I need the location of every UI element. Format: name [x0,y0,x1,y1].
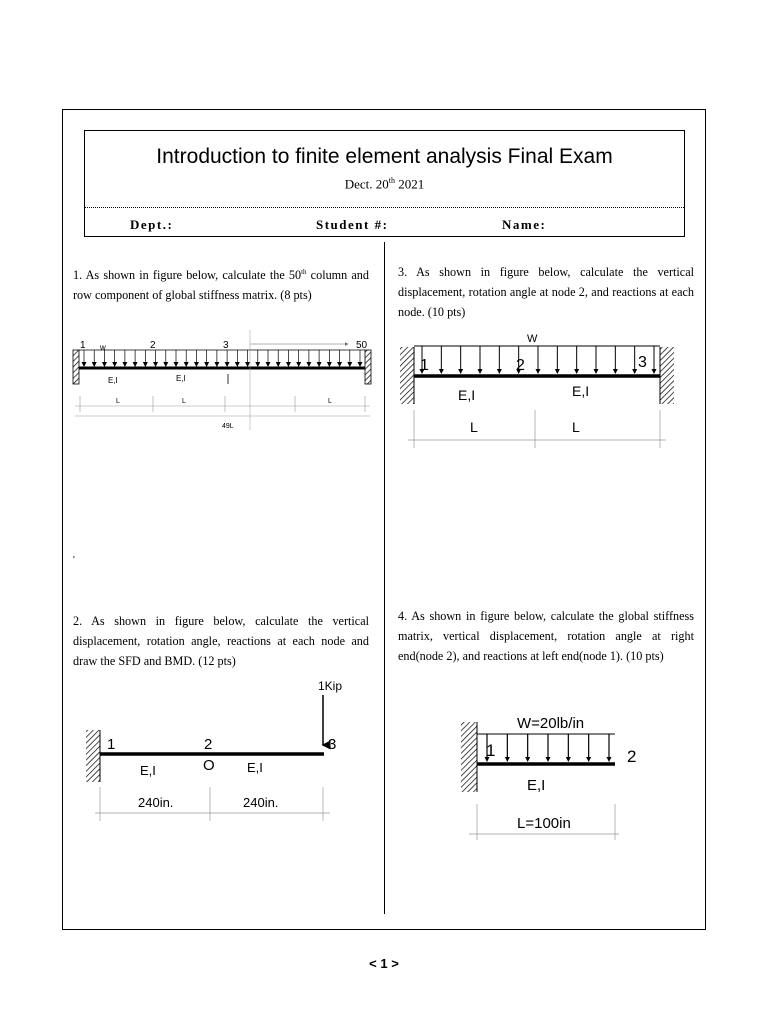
question-3-figure [396,330,688,452]
fixed-support [86,730,100,782]
load-arrowhead [143,362,148,367]
length-label-1: 240in. [138,795,174,810]
student-number-label: Student #: [316,217,389,232]
load-arrowhead [306,362,311,367]
node-3-label: 3 [638,354,647,371]
node-3-label: 3 [328,736,337,753]
load-arrows [420,346,657,374]
load-arrowhead [536,369,541,374]
question-2-figure [80,675,370,825]
load-arrowhead [276,362,281,367]
question-2-text: 2. As shown in figure below, calculate the vertical displacement, rotation angle, reactions at each node and draw the SFD and BMD. (12 pts) [73,614,369,668]
load-arrowhead [214,362,219,367]
load-arrowhead [296,362,301,367]
load-w-label: W=20lb/in [517,715,585,732]
length-label: L=100in [517,815,571,832]
node-3-label: 3 [223,340,229,351]
load-arrowhead [133,362,138,367]
exam-header [84,130,685,237]
node-2-label: 2 [204,736,213,753]
node-1-label: 1 [420,357,429,374]
load-arrowhead [225,362,230,367]
load-arrowhead [505,757,510,762]
load-arrowhead [245,362,250,367]
length-label-1: L [470,419,478,435]
load-arrowhead [607,757,612,762]
load-arrowhead [613,369,618,374]
length-label-2: L [572,419,580,435]
load-arrowhead [358,362,363,367]
column-divider [384,242,385,914]
load-arrowhead [327,362,332,367]
ei-label-2: E,I [176,374,186,383]
question-4-figure [455,708,655,843]
load-arrowhead [112,362,117,367]
load-arrowhead [266,362,271,367]
load-arrowhead [652,369,657,374]
fixed-support [461,722,477,792]
load-arrowhead [458,369,463,374]
load-arrows [485,734,612,762]
dotted-divider [85,207,684,208]
total-length-label: 49L [222,423,234,430]
question-1-figure [70,330,380,435]
length-label-2: L [182,398,186,405]
stray-mark: ' [73,555,75,566]
load-arrowhead [347,362,352,367]
load-arrowhead [174,362,179,367]
ei-label-2: E,I [247,760,263,775]
load-arrowhead [235,362,240,367]
load-arrowhead [286,362,291,367]
load-arrowhead [594,369,599,374]
ei-label-1: E,I [108,376,118,385]
length-label-1: L [116,398,120,405]
point-load-label: 1Kip [318,679,343,693]
node-1-label: 1 [486,741,496,760]
ei-label-1: E,I [140,763,156,778]
load-arrowhead [204,362,209,367]
node-2-label: 2 [627,747,637,766]
load-arrowhead [337,362,342,367]
load-arrowhead [194,362,199,367]
question-4-text: 4. As shown in figure below, calculate the global stiffness matrix, vertical displacement, rotation angle at right end(node 2), and reactions at left end(node 1). (10 pts) [398,609,694,663]
load-arrowhead [153,362,158,367]
left-fixed-support [400,347,414,404]
load-arrowhead [102,362,107,367]
length-label-2: 240in. [243,795,279,810]
load-arrowhead [497,369,502,374]
name-label: Name: [502,217,547,232]
ei-label-2: E,I [572,383,590,399]
load-arrowhead [122,362,127,367]
load-arrows [82,350,363,367]
exam-date: Dect. 20th 2021 [344,176,425,192]
ei-label: E,I [527,777,546,794]
length-label-3: L [328,398,332,405]
load-arrowhead [92,362,97,367]
exam-title: Introduction to finite element analysis Final Exam [156,145,613,168]
right-fixed-support [660,347,674,404]
load-arrowhead [525,757,530,762]
load-arrowhead [439,369,444,374]
load-arrowhead [82,362,87,367]
load-arrowhead [574,369,579,374]
page-number: < 1 > [369,956,399,971]
question-1-text: 1. As shown in figure below, calculate the 50th column and row component of global stiffness matrix. (8 pts) [73,268,369,303]
load-arrowhead [317,362,322,367]
question-3-text: 3. As shown in figure below, calculate the vertical displacement, rotation angle at node 2, and reactions at each node. (10 pts) [398,265,694,319]
node-2-label: 2 [150,340,156,351]
load-arrowhead [566,757,571,762]
hinge-symbol: O [203,757,215,774]
load-arrowhead [478,369,483,374]
load-w-label: w [100,343,106,352]
node-1-label: 1 [107,736,116,753]
ei-label-1: E,I [458,387,476,403]
dept-label: Dept.: [130,217,174,232]
load-arrowhead [546,757,551,762]
node-50-label: 50 [356,340,368,351]
load-arrowhead [184,362,189,367]
load-arrowhead [555,369,560,374]
load-arrowhead [255,362,260,367]
load-arrowhead [586,757,591,762]
load-w-label: W [527,333,538,345]
node-2-label: 2 [516,357,525,374]
load-arrowhead [632,369,637,374]
load-arrowhead [163,362,168,367]
node-1-label: 1 [80,340,86,351]
